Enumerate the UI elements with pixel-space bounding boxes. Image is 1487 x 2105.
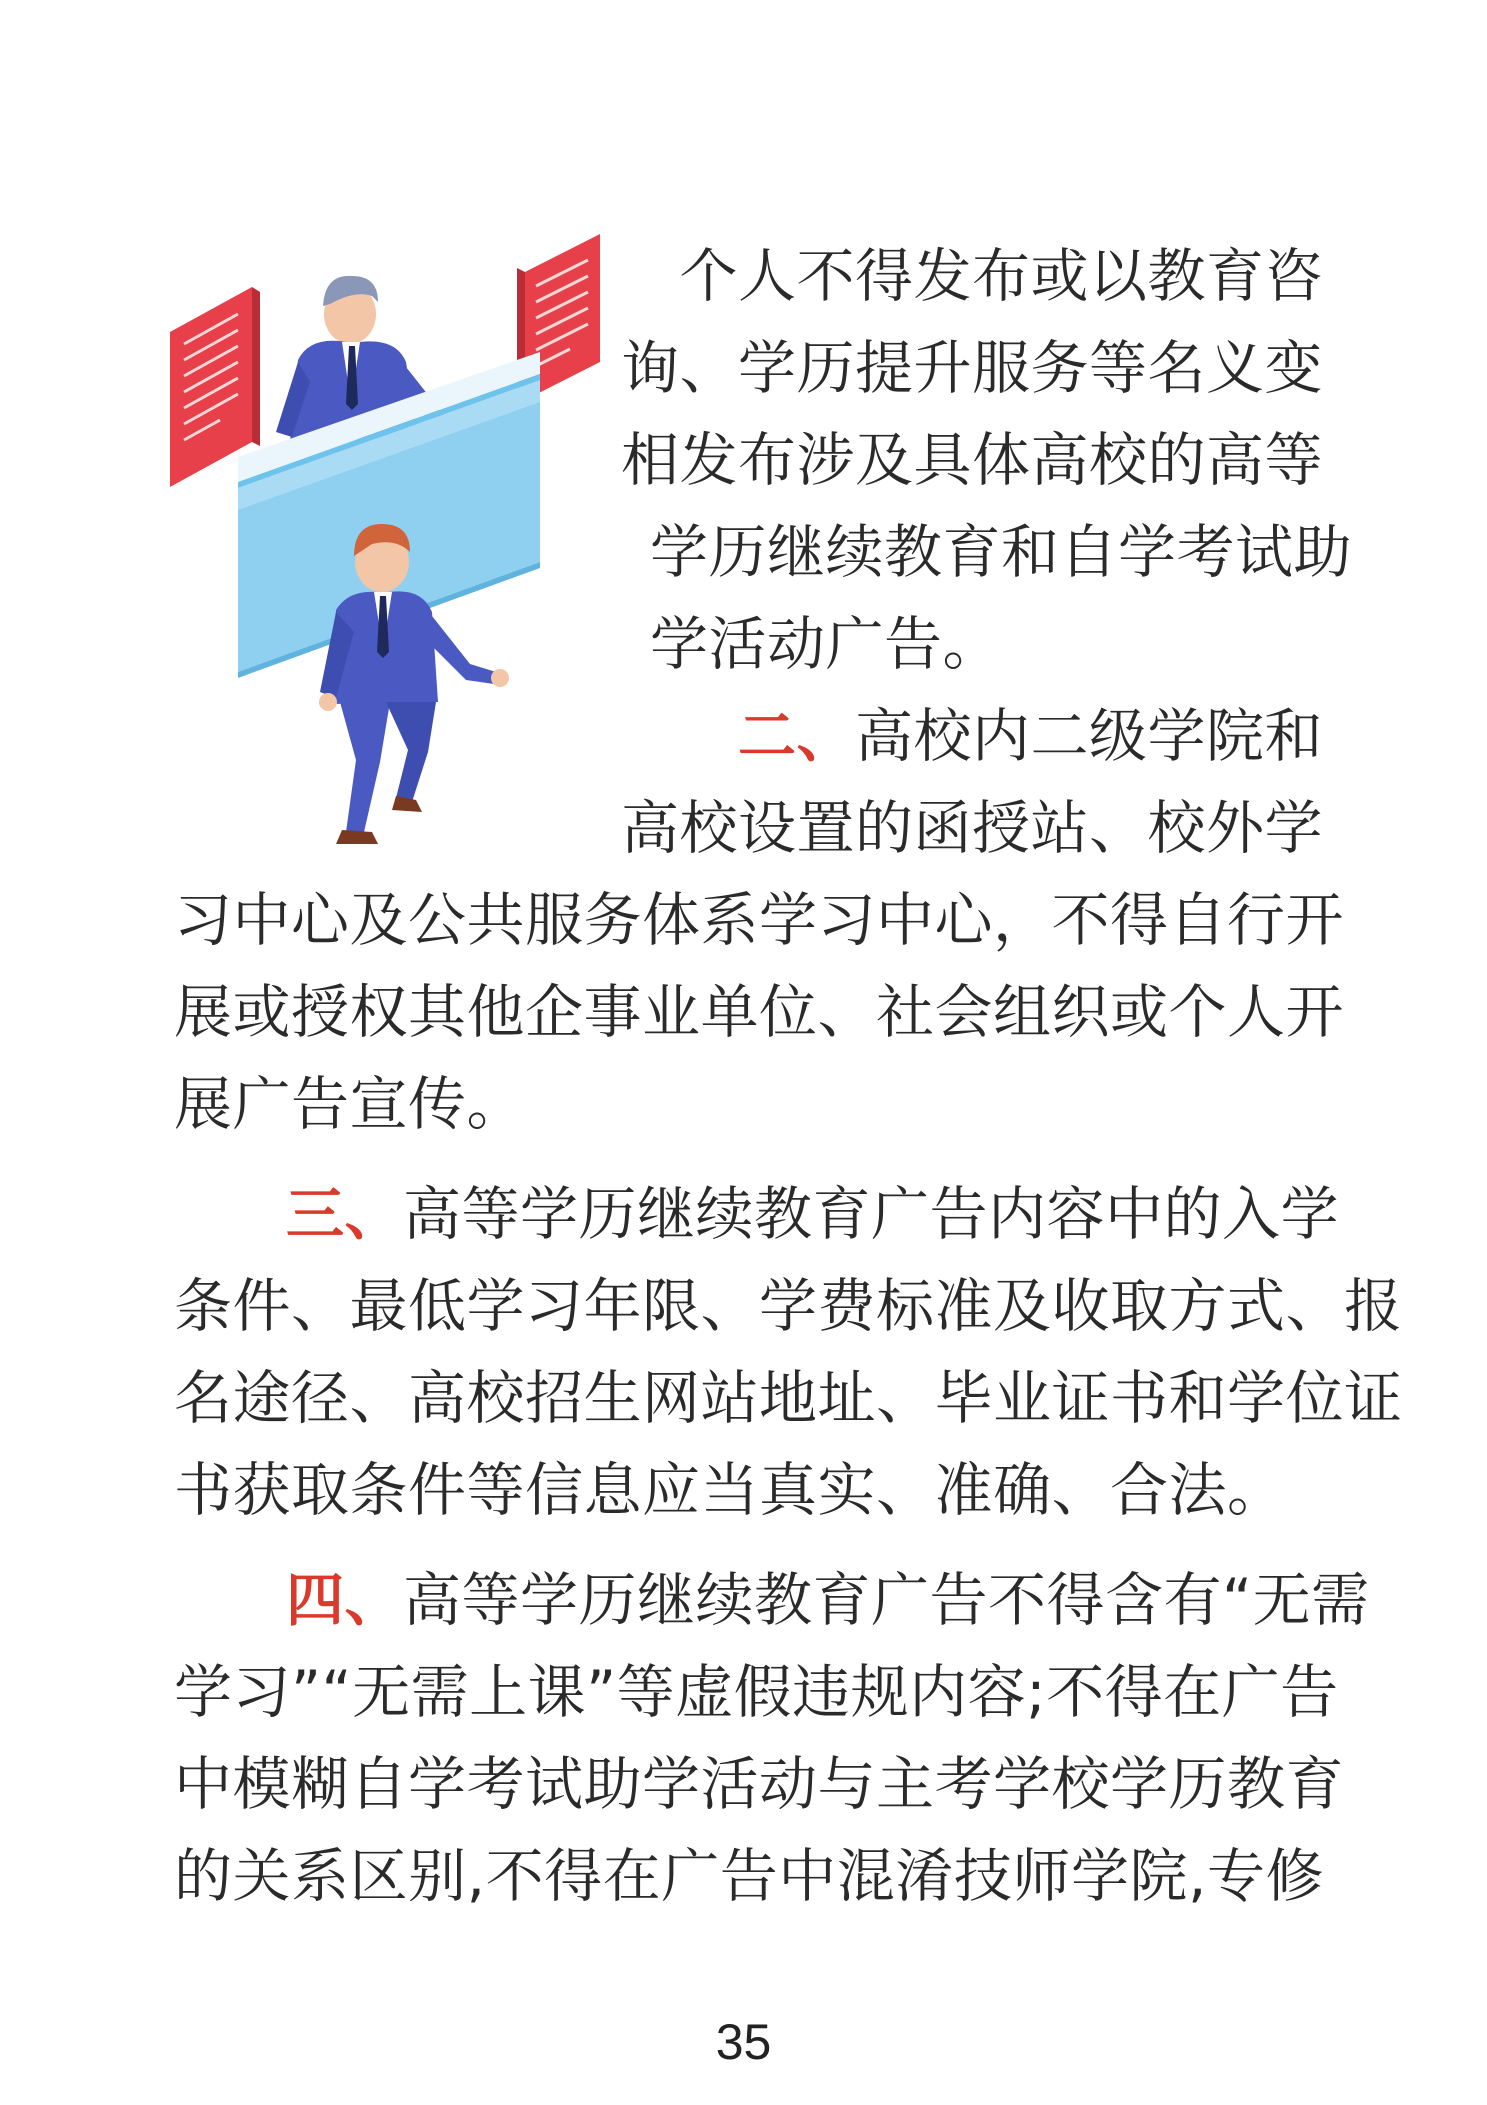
paragraph-2-line-1-text: 高校内二级学院和 bbox=[854, 702, 1323, 770]
paragraph-2-line-3: 习中心及公共服务体系学习中心，不得自行开 bbox=[174, 886, 1345, 954]
section-marker-2: 二、 bbox=[737, 702, 855, 770]
section-marker-3: 三、 bbox=[286, 1180, 404, 1248]
section-marker-4: 四、 bbox=[286, 1566, 404, 1634]
paragraph-4-line-1 bbox=[286, 1564, 1370, 1636]
paragraph-4-line-1-text: 高等学历继续教育广告不得含有“无需 bbox=[403, 1566, 1370, 1634]
consultation-illustration bbox=[160, 232, 600, 852]
paragraph-1-line-1: 个人不得发布或以教育咨 bbox=[679, 242, 1323, 310]
paragraph-1-line-4: 学历继续教育和自学考试助 bbox=[650, 518, 1353, 586]
paragraph-2-line-1 bbox=[738, 700, 1323, 772]
paragraph-1-line-5: 学活动广告。 bbox=[650, 610, 1002, 678]
paragraph-1-line-3: 相发布涉及具体高校的高等 bbox=[620, 426, 1323, 494]
paragraph-2-line-5: 展广告宣传。 bbox=[174, 1070, 526, 1138]
paragraph-4-line-4: 的关系区别,不得在广告中混淆技师学院,专修 bbox=[174, 1842, 1324, 1910]
paragraph-3-line-1 bbox=[286, 1178, 1340, 1250]
paragraph-2-line-2: 高校设置的函授站、校外学 bbox=[620, 794, 1323, 862]
paragraph-3-line-2: 条件、最低学习年限、学费标准及收取方式、报 bbox=[174, 1272, 1403, 1340]
paragraph-4-line-3: 中模糊自学考试助学活动与主考学校学历教育 bbox=[174, 1750, 1345, 1818]
paragraph-3-line-4: 书获取条件等信息应当真实、准确、合法。 bbox=[174, 1456, 1286, 1524]
paragraph-1-line-2: 询、学历提升服务等名义变 bbox=[620, 334, 1323, 402]
paragraph-2-line-4: 展或授权其他企事业单位、社会组织或个人开 bbox=[174, 978, 1345, 1046]
paragraph-4-line-2: 学习”“无需上课”等虚假违规内容;不得在广告 bbox=[174, 1658, 1339, 1726]
paragraph-3-line-3: 名途径、高校招生网站地址、毕业证书和学位证 bbox=[174, 1364, 1403, 1432]
paragraph-3-line-1-text: 高等学历继续教育广告内容中的入学 bbox=[403, 1180, 1340, 1248]
page-number: 35 bbox=[715, 2014, 772, 2070]
